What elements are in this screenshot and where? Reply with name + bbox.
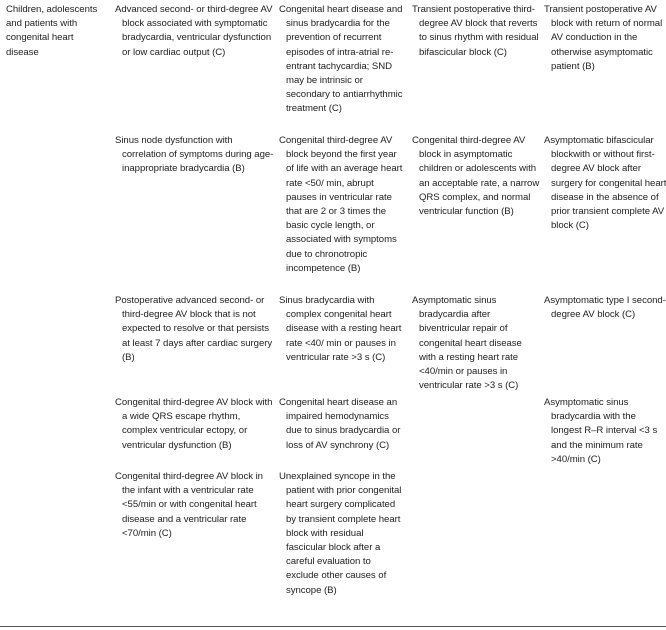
table-cell: Sinus node dysfunction with correlation of symptoms during age-inappropriate bradycardia (B) <box>115 135 274 175</box>
table-cell: Advanced second- or third-degree AV block associated with symptomatic bradycardia, ventricular dysfunction or low cardiac output (C) <box>115 4 273 58</box>
table-cell: Asymptomatic sinus bradycardia with the longest R–R interval <3 s and the minimum rate >40/min (C) <box>544 397 658 465</box>
table-cell: Asymptomatic sinus bradycardia after biventricular repair of congenital heart disease with a resting heart rate <40/min or pauses in ventricular rate >3 s (C) <box>412 295 522 392</box>
table-cell: Sinus bradycardia with complex congenital heart disease with a resting heart rate <40/ min or pauses in ventricular rate >3 s (C) <box>279 295 402 363</box>
table-cell: Congenital third-degree AV block with a wide QRS escape rhythm, complex ventricular ectopy, or ventricular dysfunction (B) <box>115 397 273 451</box>
table-cell: Congenital heart disease and sinus bradycardia for the prevention of recurrent episodes of intra-atrial re-entrant tachycardia; SND may be intrinsic or secondary to antiarrhythmic treatment (C) <box>279 4 403 115</box>
table-cell: Congenital third-degree AV block beyond the first year of life with an average heart rate <50/ min, abrupt pauses in ventricular rate that are 2 or 3 times the basic cycle length, or associated with symptoms due to chronotropic incompetence (B) <box>279 135 403 274</box>
table-cell: Transient postoperative AV block with return of normal AV conduction in the otherwise asymptomatic patient (B) <box>544 4 663 72</box>
table-bottom-rule <box>0 626 666 627</box>
table-cell: Unexplained syncope in the patient with prior congenital heart surgery complicated by transient complete heart block with residual fascicular block after a careful evaluation to exclude other causes of syncope (B) <box>279 471 402 596</box>
table-cell: Asymptomatic bifascicular blockwith or without first-degree AV block after surgery for congenital heart disease in the absence of prior transient complete AV block (C) <box>544 135 666 232</box>
table-cell: Postoperative advanced second- or third-degree AV block that is not expected to resolve or that persists at least 7 days after cardiac surgery (B) <box>115 295 273 363</box>
table-cell: Congenital third-degree AV block in asymptomatic children or adolescents with an acceptable rate, a narrow QRS complex, and normal ventricular function (B) <box>412 135 540 218</box>
table-cell: Asymptomatic type I second-degree AV block (C) <box>544 295 666 321</box>
row-group-label: Children, adolescents and patients with congenital heart disease <box>6 4 98 58</box>
table-cell: Congenital third-degree AV block in the infant with a ventricular rate <55/min or with congenital heart disease and a ventricular rate <70/min (C) <box>115 471 263 539</box>
table-cell: Transient postoperative third-degree AV block that reverts to sinus rhythm with residual bifascicular block (C) <box>412 4 539 58</box>
table-cell: Congenital heart disease an impaired hemodynamics due to sinus bradycardia or loss of AV synchrony (C) <box>279 397 401 451</box>
